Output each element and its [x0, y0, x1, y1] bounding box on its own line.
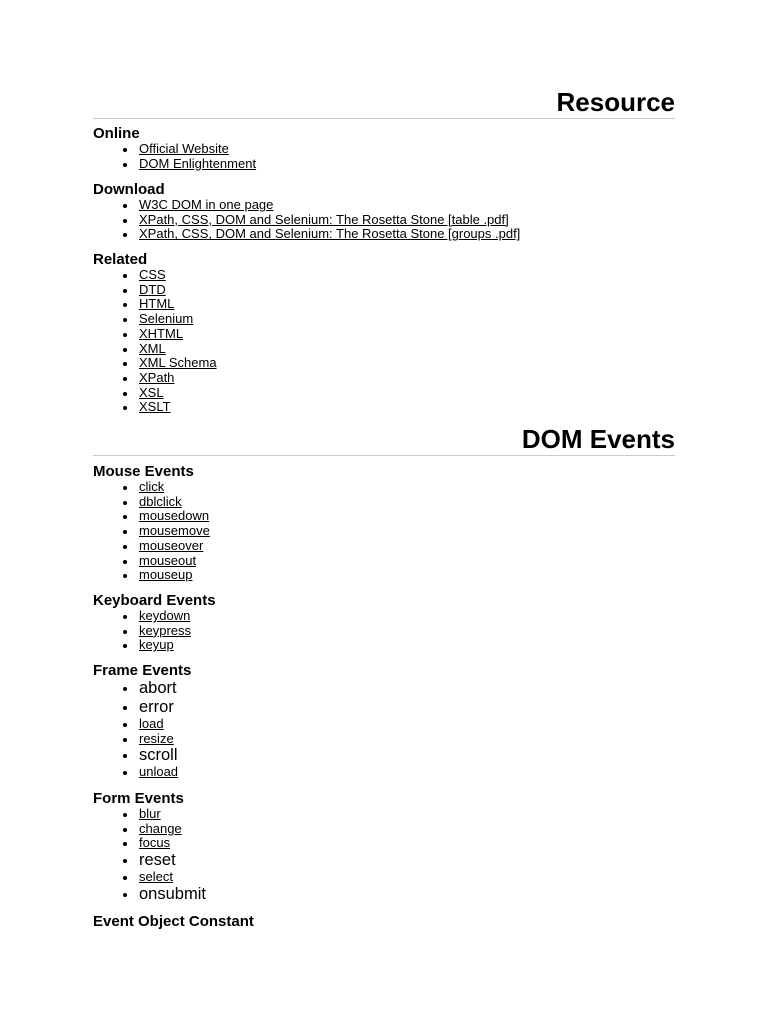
form-events-heading: Form Events — [93, 790, 184, 807]
list-item — [139, 524, 675, 539]
list-item — [139, 609, 675, 624]
mouse-events-heading: Mouse Events — [93, 463, 194, 480]
related-link-html[interactable]: HTML — [139, 296, 175, 312]
frame-events-list — [93, 679, 675, 780]
event-object-constant-section — [93, 913, 675, 930]
event-link-keypress[interactable]: keypress — [139, 622, 192, 638]
list-item — [139, 568, 675, 583]
rosetta-stone-table-link[interactable]: XPath, CSS, DOM and Selenium: The Rosetta Stone [table .pdf] — [139, 211, 509, 227]
list-item — [139, 679, 675, 698]
list-item — [139, 400, 675, 415]
w3c-dom-one-page-link[interactable]: W3C DOM in one page — [139, 197, 274, 212]
list-item — [139, 312, 675, 327]
related-link-selenium[interactable]: Selenium — [139, 311, 194, 327]
list-item — [139, 198, 675, 213]
list-item — [139, 765, 675, 780]
event-link-resize[interactable]: resize — [139, 730, 174, 746]
related-link-css[interactable]: CSS — [139, 267, 166, 282]
list-item — [139, 638, 675, 653]
event-link-blur[interactable]: blur — [139, 806, 161, 821]
event-link-mousemove[interactable]: mousemove — [139, 523, 210, 539]
list-item — [139, 227, 675, 242]
related-heading: Related — [93, 251, 148, 268]
list-item — [139, 327, 675, 342]
event-text-scroll: scroll — [139, 746, 178, 765]
list-item — [139, 356, 675, 371]
list-item — [139, 509, 675, 524]
keyboard-events-heading: Keyboard Events — [93, 592, 216, 609]
list-item — [139, 297, 675, 312]
event-link-click[interactable]: click — [139, 479, 165, 494]
list-item — [139, 746, 675, 765]
related-list — [93, 268, 675, 415]
list-item — [139, 371, 675, 386]
event-link-load[interactable]: load — [139, 716, 164, 731]
list-item — [139, 624, 675, 639]
list-item — [139, 142, 675, 157]
event-text-onsubmit: onsubmit — [139, 884, 206, 903]
event-link-mouseup[interactable]: mouseup — [139, 567, 193, 583]
related-link-xpath[interactable]: XPath — [139, 369, 175, 385]
event-link-mouseout[interactable]: mouseout — [139, 552, 197, 568]
event-link-mousedown[interactable]: mousedown — [139, 508, 210, 524]
event-link-unload[interactable]: unload — [139, 764, 179, 780]
list-item — [139, 480, 675, 495]
form-events-section — [93, 790, 675, 904]
list-item — [139, 822, 675, 837]
list-item — [139, 539, 675, 554]
list-item — [139, 732, 675, 747]
online-heading: Online — [93, 125, 140, 142]
list-item — [139, 495, 675, 510]
related-link-xml-schema[interactable]: XML Schema — [139, 355, 217, 371]
list-item — [139, 851, 675, 870]
online-list — [93, 142, 675, 171]
related-link-xslt[interactable]: XSLT — [139, 399, 171, 415]
event-link-keyup[interactable]: keyup — [139, 637, 174, 653]
list-item — [139, 807, 675, 822]
list-item — [139, 885, 675, 904]
event-link-mouseover[interactable]: mouseover — [139, 537, 204, 553]
download-heading: Download — [93, 181, 165, 198]
list-item — [139, 213, 675, 228]
resource-title: Resource — [93, 87, 675, 119]
event-link-keydown[interactable]: keydown — [139, 608, 191, 623]
list-item — [139, 342, 675, 357]
keyboard-events-list — [93, 609, 675, 653]
list-item — [139, 717, 675, 732]
online-section — [93, 125, 675, 171]
event-text-reset: reset — [139, 851, 176, 870]
related-link-dtd[interactable]: DTD — [139, 281, 166, 297]
event-link-focus[interactable]: focus — [139, 835, 171, 851]
event-link-change[interactable]: change — [139, 820, 182, 836]
download-section — [93, 181, 675, 242]
event-link-select[interactable]: select — [139, 869, 173, 885]
list-item — [139, 386, 675, 401]
event-text-error: error — [139, 698, 174, 716]
list-item — [139, 554, 675, 569]
mouse-events-section — [93, 463, 675, 583]
list-item — [139, 870, 675, 885]
mouse-events-list — [93, 480, 675, 583]
form-events-list — [93, 807, 675, 904]
frame-events-heading: Frame Events — [93, 662, 192, 679]
list-item — [139, 157, 675, 172]
related-section — [93, 251, 675, 415]
list-item — [139, 268, 675, 283]
dom-events-title: DOM Events — [93, 424, 675, 456]
download-list — [93, 198, 675, 242]
official-website-link[interactable]: Official Website — [139, 141, 229, 156]
event-object-constant-heading: Event Object Constant — [93, 913, 254, 930]
dom-enlightenment-link[interactable]: DOM Enlightenment — [139, 155, 257, 171]
event-text-abort: abort — [139, 679, 177, 697]
frame-events-section — [93, 662, 675, 780]
related-link-xhtml[interactable]: XHTML — [139, 325, 184, 341]
event-link-dblclick[interactable]: dblclick — [139, 493, 182, 509]
keyboard-events-section — [93, 592, 675, 653]
related-link-xml[interactable]: XML — [139, 340, 166, 356]
list-item — [139, 283, 675, 298]
list-item — [139, 836, 675, 851]
rosetta-stone-groups-link[interactable]: XPath, CSS, DOM and Selenium: The Rosetta Stone [groups .pdf] — [139, 226, 521, 242]
related-link-xsl[interactable]: XSL — [139, 384, 164, 400]
list-item — [139, 698, 675, 717]
